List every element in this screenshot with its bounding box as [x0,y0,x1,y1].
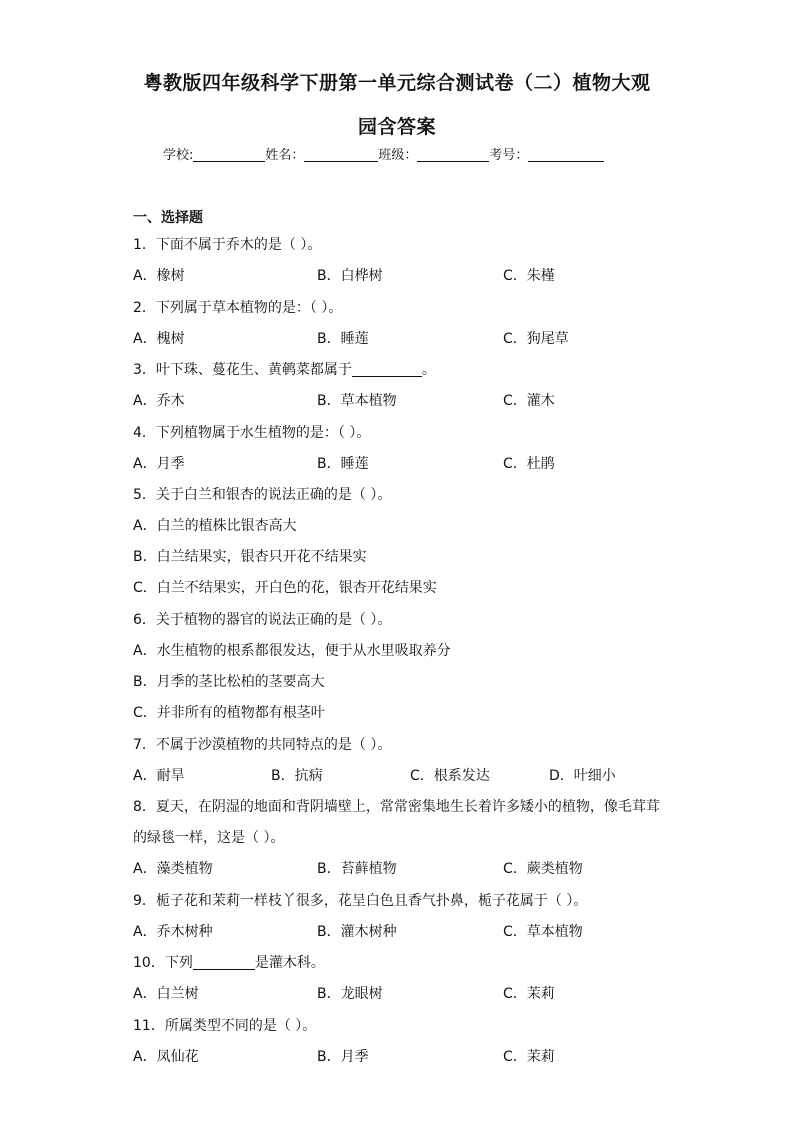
exam-no-blank[interactable] [528,147,604,162]
q10-option-c: C．茉莉 [503,986,555,1002]
q3-option-b: B．草本植物 [317,393,397,409]
q3-text: 3．叶下珠、蔓花生、黄鹌菜都属于 [133,362,352,378]
q10-text-end: 是灌木科。 [254,955,325,971]
q4-option-b: B．睡莲 [317,456,369,472]
name-blank[interactable] [304,147,378,162]
q8-option-c: C．蕨类植物 [503,861,583,877]
q11-option-b: B．月季 [317,1049,369,1065]
question-7: 7．不属于沙漠植物的共同特点的是（ ）。 [133,737,392,753]
question-6: 6．关于植物的器官的说法正确的是（ ）。 [133,612,392,628]
question-5: 5．关于白兰和银杏的说法正确的是（ ）。 [133,487,392,503]
q10-option-b: B．龙眼树 [317,986,383,1002]
q3-option-c: C．灌木 [503,393,555,409]
question-4: 4．下列植物属于水生植物的是：（ ）。 [133,425,371,441]
school-blank[interactable] [193,147,265,162]
q2-option-b: B．睡莲 [317,331,369,347]
q6-option-c: C．并非所有的植物都有根茎叶 [133,705,325,721]
q7-option-a: A．耐旱 [133,768,185,784]
q1-option-a: A．橡树 [133,268,185,284]
question-8-line-2: 的绿毯一样，这是（ ）。 [133,830,285,846]
q11-option-c: C．茉莉 [503,1049,555,1065]
class-blank[interactable] [417,147,489,162]
name-label: 姓名： [265,148,305,163]
question-1: 1．下面不属于乔木的是（ ）。 [133,237,322,253]
q2-option-a: A．槐树 [133,331,185,347]
q5-option-b: B．白兰结果实，银杏只开花不结果实 [133,549,367,565]
q1-option-c: C．朱槿 [503,268,555,284]
q10-text: 10．下列 [133,955,193,971]
class-label: 班级： [378,148,418,163]
title-line-2: 园含答案 [357,116,436,138]
q3-option-a: A．乔木 [133,393,185,409]
school-label: 学校: [163,148,194,163]
q7-option-b: B．抗病 [271,768,323,784]
q9-option-c: C．草本植物 [503,924,583,940]
q4-option-a: A．月季 [133,456,185,472]
question-2: 2．下列属于草本植物的是：（ ）。 [133,300,343,316]
q10-blank [193,955,255,970]
q3-blank [352,362,422,377]
exam-no-label: 考号： [489,148,529,163]
q1-option-b: B．白桦树 [317,268,383,284]
q6-option-a: A．水生植物的根系都很发达，便于从水里吸取养分 [133,643,451,659]
q3-text-end: 。 [421,362,436,378]
q7-option-d: D．叶细小 [549,768,616,784]
question-8-line-1: 8．夏天，在阴湿的地面和背阴墙壁上，常常密集地生长着许多矮小的植物，像毛茸茸 [133,799,660,815]
q9-option-a: A．乔木树种 [133,924,213,940]
q7-option-c: C．根系发达 [410,768,490,784]
q10-option-a: A．白兰树 [133,986,199,1002]
question-3 [133,359,436,379]
section-heading: 一、选择题 [133,210,203,226]
q8-option-b: B．苔藓植物 [317,861,397,877]
question-11: 11．所属类型不同的是（ ）。 [133,1018,317,1034]
q5-option-c: C．白兰不结果实，开白色的花，银杏开花结果实 [133,580,437,596]
title-line-1: 粤教版四年级科学下册第一单元综合测试卷（二）植物大观 [143,72,651,94]
q11-option-a: A．凤仙花 [133,1049,199,1065]
student-info-row [163,144,604,163]
q8-option-a: A．藻类植物 [133,861,213,877]
q5-option-a: A．白兰的植株比银杏高大 [133,518,297,534]
question-10 [133,952,325,972]
q2-option-c: C．狗尾草 [503,331,569,347]
question-9: 9．栀子花和茉莉一样枝丫很多，花呈白色且香气扑鼻，栀子花属于（ ）。 [133,893,588,909]
q4-option-c: C．杜鹃 [503,456,555,472]
q9-option-b: B．灌木树种 [317,924,397,940]
q6-option-b: B．月季的茎比松柏的茎要高大 [133,674,325,690]
